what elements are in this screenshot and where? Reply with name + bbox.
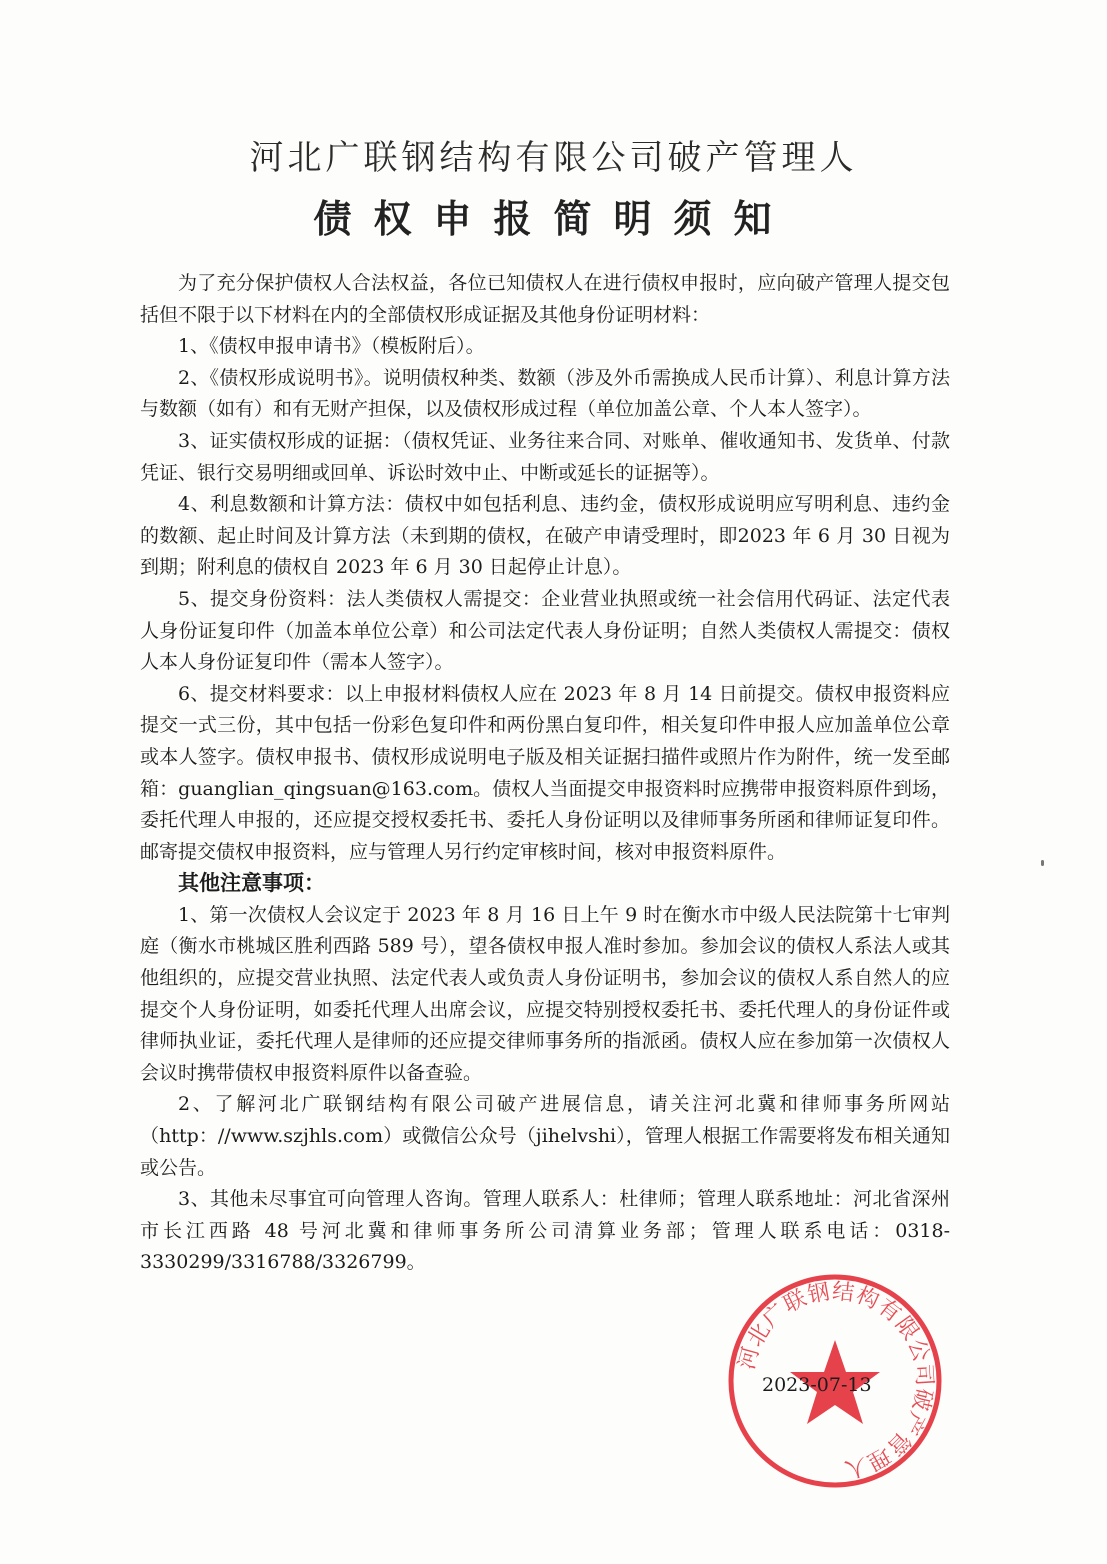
other-notes-heading: 其他注意事项： [178, 871, 325, 896]
signature-date: 2023-07-13 [762, 1374, 872, 1396]
list-item: 1、《债权申报申请书》（模板附后）。 [178, 335, 485, 358]
document-subtitle: 债权申报简明须知 [313, 196, 794, 241]
list-item: 2、《债权形成说明书》。说明债权种类、数额（涉及外币需换成人民币计算）、利息计算方法与数额（如有）和有无财产担保，以及债权形成过程（单位加盖公章、个人本人签字）。 [140, 366, 950, 421]
seal-text: 河北广联钢结构有限公司破产管理人 [734, 1279, 937, 1483]
list-item: 5、提交身份资料：法人类债权人需提交：企业营业执照或统一社会信用代码证、法定代表人身份证复印件（加盖本单位公章）和公司法定代表人身份证明；自然人类债权人需提交：债权人本人身份证复印件（需本人签字）。 [140, 587, 950, 674]
intro-paragraph: 为了充分保护债权人合法权益，各位已知债权人在进行债权申报时，应向破产管理人提交包括但不限于以下材料在内的全部债权形成证据及其他身份证明材料： [140, 272, 950, 326]
other-notes-item: 2、了解河北广联钢结构有限公司破产进展信息，请关注河北冀和律师事务所网站（http：//www.szjhls.com）或微信公众号（jihelvshi），管理人根据工作需要将发布相关通知或公告。 [140, 1093, 950, 1179]
document-body [140, 268, 950, 1279]
other-notes-item: 1、第一次债权人会议定于 2023 年 8 月 16 日上午 9 时在衡水市中级人民法院第十七审判庭（衡水市桃城区胜利西路 589 号），望各债权申报人准时参加。参加会议的债权人系法人或其他组织的，应提交营业执照、法定代表人或负责人身份证明书，参加会议的债权人系自然人的应提交个人身份证明，如委托代理人出席会议，应提交特别授权委托书、委托代理人的身份证件或律师执业证，委托代理人是律师的还应提交律师事务所的指派函。债权人应在参加第一次债权人会议时携带债权申报资料原件以备查验。 [140, 903, 950, 1084]
other-notes-item: 3、其他未尽事宜可向管理人咨询。管理人联系人：杜律师；管理人联系地址：河北省深州市长江西路 48 号河北冀和律师事务所公司清算业务部；管理人联系电话：0318-3330299/3316788/3326799。 [140, 1188, 950, 1274]
scan-speck [1041, 860, 1044, 866]
list-item: 3、证实债权形成的证据：（债权凭证、业务往来合同、对账单、催收通知书、发货单、付款凭证、银行交易明细或回单、诉讼时效中止、中断或延长的证据等）。 [140, 429, 950, 484]
list-item: 6、提交材料要求：以上申报材料债权人应在 2023 年 8 月 14 日前提交。债权申报资料应提交一式三份，其中包括一份彩色复印件和两份黑白复印件，相关复印件申报人应加盖单位公章或本人签字。债权申报书、债权形成说明电子版及相关证据扫描件或照片作为附件，统一发至邮箱：guanglian_qingsuan@163.com。债权人当面提交申报资料时应携带申报资料原件到场，委托代理人申报的，还应提交授权委托书、委托人身份证明以及律师事务所函和律师证复印件。邮寄提交债权申报资料，应与管理人另行约定审核时间，核对申报资料原件。 [140, 682, 950, 863]
document-title: 河北广联钢结构有限公司破产管理人 [249, 138, 858, 178]
list-item: 4、利息数额和计算方法：债权中如包括利息、违约金，债权形成说明应写明利息、违约金的数额、起止时间及计算方法（未到期的债权，在破产申请受理时，即2023 年 6 月 30 日视为到期；附利息的债权自 2023 年 6 月 30 日起停止计息）。 [140, 493, 950, 579]
